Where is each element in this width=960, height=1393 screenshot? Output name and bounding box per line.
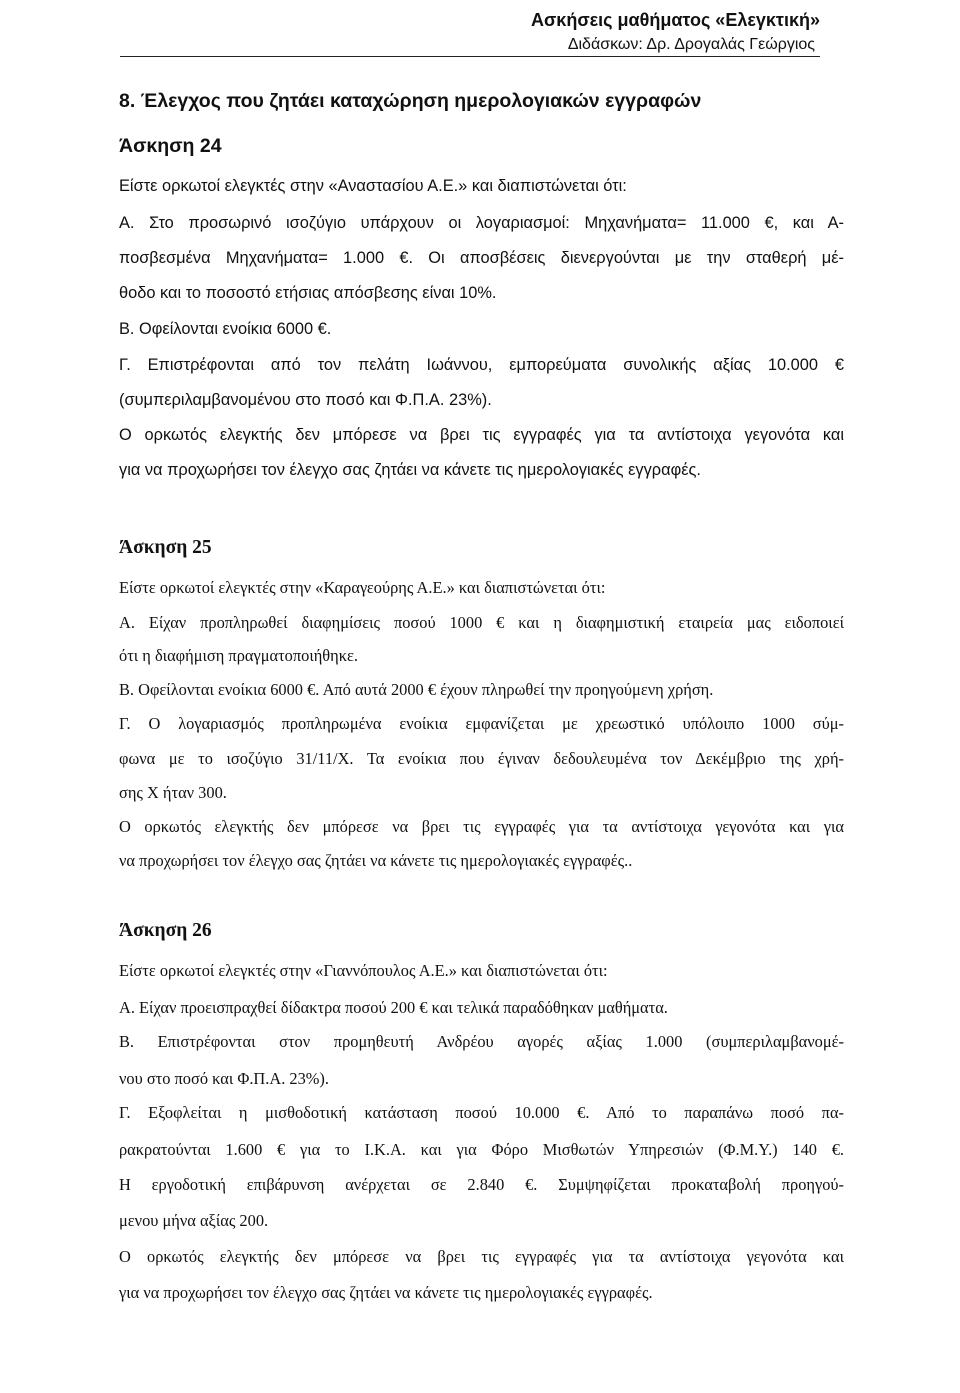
exercise-24-title: Άσκηση 24 [119,135,222,157]
exercise-24-line: ποσβεσμένα Μηχανήματα= 1.000 €. Οι αποσβέσεις διενεργούνται με την σταθερή μέ- [119,249,844,267]
exercise-25-line: Ο ορκωτός ελεγκτής δεν μπόρεσε να βρει τις εγγραφές για τα αντίστοιχα γεγονότα και για [119,817,844,836]
exercise-26-line: ρακρατούνται 1.600 € για το Ι.Κ.Α. και για Φόρο Μισθωτών Υπηρεσιών (Φ.Μ.Υ.) 140 €. [119,1140,844,1159]
exercise-26-line: Ο ορκωτός ελεγκτής δεν μπόρεσε να βρει τις εγγραφές για τα αντίστοιχα γεγονότα και [119,1247,844,1266]
exercise-25-line: Γ. Ο λογαριασμός προπληρωμένα ενοίκια εμφανίζεται με χρεωστικό υπόλοιπο 1000 σύμ- [119,714,844,733]
exercise-24-line: Α. Στο προσωρινό ισοζύγιο υπάρχουν οι λογαριασμοί: Μηχανήματα= 11.000 €, και Α- [119,214,844,232]
exercise-24-line: για να προχωρήσει τον έλεγχο σας ζητάει να κάνετε τις ημερολογιακές εγγραφές. [119,461,701,479]
header-divider [120,56,820,57]
exercise-26-line: Γ. Εξοφλείται η μισθοδοτική κατάσταση ποσού 10.000 €. Από το παραπάνω ποσό πα- [119,1103,844,1122]
exercise-26-line: νου στο ποσό και Φ.Π.Α. 23%). [119,1069,329,1088]
section-title: 8. Έλεγχος που ζητάει καταχώρηση ημερολογιακών εγγραφών [119,90,702,112]
exercise-25-line: Β. Οφείλονται ενοίκια 6000 €. Από αυτά 2000 € έχουν πληρωθεί την προηγούμενη χρήση. [119,680,714,699]
exercise-25-line: Α. Είχαν προπληρωθεί διαφημίσεις ποσού 1000 € και η διαφημιστική εταιρεία μας ειδοποιεί [119,613,844,632]
exercise-26-line: Είστε ορκωτοί ελεγκτές στην «Γιαννόπουλος Α.Ε.» και διαπιστώνεται ότι: [119,961,608,980]
exercise-24-line: Είστε ορκωτοί ελεγκτές στην «Αναστασίου Α.Ε.» και διαπιστώνεται ότι: [119,177,627,195]
exercise-26-line: μενου μήνα αξίας 200. [119,1211,269,1230]
exercise-24-line: θοδο και το ποσοστό ετήσιας απόσβεσης είναι 10%. [119,284,497,302]
exercise-25-line: σης Χ ήταν 300. [119,783,227,802]
exercise-26-line: Α. Είχαν προεισπραχθεί δίδακτρα ποσού 200 € και τελικά παραδόθηκαν μαθήματα. [119,998,668,1017]
exercise-24-line: Ο ορκωτός ελεγκτής δεν μπόρεσε να βρει τις εγγραφές για τα αντίστοιχα γεγονότα και [119,426,844,444]
exercise-25-title: Άσκηση 25 [119,537,212,558]
exercise-25-line: Είστε ορκωτοί ελεγκτές στην «Καραγεούρης Α.Ε.» και διαπιστώνεται ότι: [119,578,606,597]
exercise-26-line: Β. Επιστρέφονται στον προμηθευτή Ανδρέου αγορές αξίας 1.000 (συμπεριλαμβανομέ- [119,1032,844,1051]
exercise-26-line: Η εργοδοτική επιβάρυνση ανέρχεται σε 2.840 €. Συμψηφίζεται προκαταβολή προηγού- [119,1175,844,1194]
exercise-25-line: ότι η διαφήμιση πραγματοποιήθηκε. [119,646,358,665]
document-header-subtitle: Διδάσκων: Δρ. Δρογαλάς Γεώργιος [567,36,815,53]
exercise-25-line: φωνα με το ισοζύγιο 31/11/Χ. Τα ενοίκια που έγιναν δεδουλευμένα τον Δεκέμβριο της χρή- [119,749,844,768]
exercise-24-line: Γ. Επιστρέφονται από τον πελάτη Ιωάννου, εμπορεύματα συνολικής αξίας 10.000 € [119,356,844,374]
exercise-24-line: (συμπεριλαμβανομένου στο ποσό και Φ.Π.Α. 23%). [119,391,492,409]
exercise-24-line: Β. Οφείλονται ενοίκια 6000 €. [119,320,332,338]
exercise-26-line: για να προχωρήσει τον έλεγχο σας ζητάει να κάνετε τις ημερολογιακές εγγραφές. [119,1283,653,1302]
exercise-26-title: Άσκηση 26 [119,920,212,941]
document-header-title: Ασκήσεις μαθήματος «Ελεγκτική» [530,10,820,30]
exercise-25-line: να προχωρήσει τον έλεγχο σας ζητάει να κάνετε τις ημερολογιακές εγγραφές.. [119,851,633,870]
